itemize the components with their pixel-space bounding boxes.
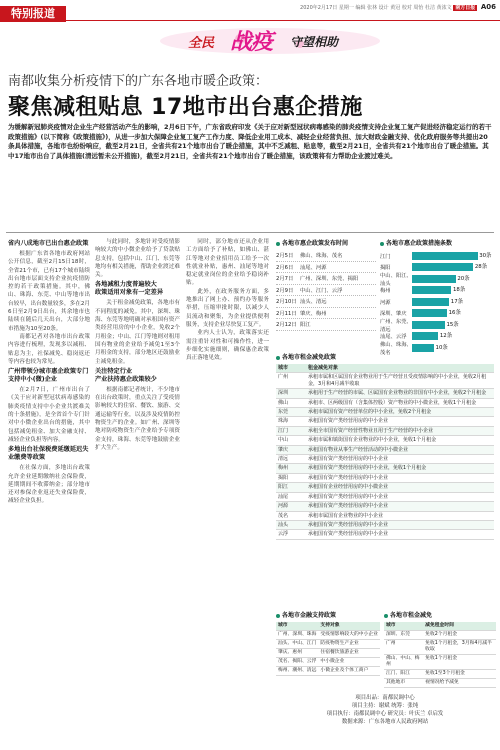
table-row: [276, 436, 494, 445]
paragraph: 业内人士认为，政策落实还需注重针对性和可操作性，进一步细化实施细则，确保惠企政策真正落地见效。: [186, 330, 269, 362]
bar-row: [380, 296, 496, 308]
article-kicker: 南都收集分析疫情下的广东各地市暖企政策：: [8, 74, 269, 89]
table-cell: 茂名、揭阳、云浮: [276, 658, 318, 667]
subhead: 多地出台社保税费延缴延迟失业缴费等政策: [8, 446, 89, 462]
bar: [412, 321, 445, 329]
table-row: [276, 389, 494, 398]
table-cell: 江门、阳江: [384, 670, 423, 679]
release-cities: 中山、江门、云浮: [300, 287, 343, 294]
box-title-text: 各地市租金减免: [390, 612, 433, 619]
bar-value: 30条: [479, 252, 492, 259]
bullet-icon: [276, 242, 280, 246]
table-row: [276, 417, 494, 426]
bar-value: 10条: [435, 344, 448, 351]
release-date: 2月7日: [276, 276, 294, 283]
table-cell: 承租市属国有企业物业的中小企业: [306, 511, 494, 520]
table-cell: 梅州: [276, 464, 306, 473]
table-row: [276, 455, 494, 464]
table-cell: 佛山: [276, 398, 306, 407]
table-row: [384, 670, 496, 679]
table-cell: 汕头、中山、江门: [276, 640, 318, 649]
table-cell: 揭阳: [276, 473, 306, 482]
table-cell: 承租市、区两级国有（含集体控股）资产物业的中小微企业，免收1个月租金: [306, 398, 494, 407]
table-header-cell: 城市: [276, 622, 318, 631]
table-cell: 承租国有资产类经营用房的中小企业: [306, 455, 494, 464]
table-row: [276, 640, 380, 649]
subhead: 广州带领分城市惠企政策专门支持中小(微)企业: [8, 368, 89, 384]
bar-track: [412, 263, 496, 271]
table-cell: 梅州、潮州、清远: [276, 667, 318, 676]
table-cell: 承租国有资产类经营用房的中小企业: [306, 502, 494, 511]
bar: [412, 309, 447, 317]
subhead-line-2: 政策适用对象有一定差异: [95, 289, 164, 297]
bar: [412, 344, 434, 352]
bar-track: [412, 344, 496, 352]
subhead-line-1: 关注特定行业: [95, 367, 133, 375]
table-row: [276, 373, 494, 389]
table-cell: 承租国有资产类经营用房的中小企业: [306, 417, 494, 426]
bar-label: 中山、阳江、汕头: [380, 272, 412, 287]
bar-row: [380, 285, 496, 297]
banner-main-text: 战疫: [230, 30, 273, 55]
table-row: [276, 649, 380, 658]
paragraph: 根据广东省各地市政府网站公开信息，截至2月15日18时，全省21个市，已有17个城市陆续出台地市层面支持企业抗疫情防控的若干政策措施。其中，佛山、珠海、东莞、中山等地市出台较早，出台数量较多，多在2月6日至2月9日出台，其余地市也陆续在随后几天出台，大部分地市措施为10至20条。: [8, 251, 90, 332]
headline-divider: [6, 232, 494, 233]
release-cities: 肇庆、梅州: [300, 310, 327, 317]
bar-value: 17条: [450, 298, 464, 305]
table-row: [276, 511, 494, 520]
box-title-text: 各地市金融支持政策: [282, 612, 337, 619]
bar-value: 15条: [446, 321, 459, 328]
table-cell: 清远: [276, 455, 306, 464]
table-cell: 承租国有资产类经营用房的中小企业: [306, 473, 494, 482]
table-header-cell: 城市: [276, 364, 306, 373]
table-row: [384, 679, 496, 688]
paragraph: 此外，在政务服务方面，多地推出了网上办、预约办等服务举措，压缩审批时限，以减少人员流动和聚集，为企业提供便利服务，支持企业尽快复工复产。: [186, 288, 269, 328]
box-title: [384, 610, 496, 619]
table-header-row: [384, 622, 496, 631]
edition-badge: 南方日报: [455, 5, 476, 11]
bar: [412, 252, 478, 260]
subhead-line-1: 各地减租力度普遍较大: [95, 281, 157, 289]
rent-period-box: [384, 610, 496, 688]
table-cell: 广州: [384, 640, 423, 655]
bullet-icon: [384, 614, 388, 618]
rent-reduction-box: [276, 352, 494, 540]
page-number: A06: [480, 3, 496, 11]
editors-text: 编辑 张林 设计 黄冠 校对 周怡 杜洁 黄浓文: [355, 5, 452, 11]
table-row: [276, 445, 494, 454]
release-date: 2月5日: [276, 253, 294, 260]
bar-label: 深圳、肇庆: [380, 311, 407, 318]
release-dates-list: [276, 250, 376, 331]
table-cell: 广州: [276, 373, 306, 389]
bar-value: 20条: [457, 275, 470, 282]
table-cell: 承租用于生产经营的市属、区属国有企业物业的非国有中小企业，免收2个月租金: [306, 389, 494, 398]
table-cell: 东莞: [276, 408, 306, 417]
table-cell: 视情况给予减免: [423, 679, 496, 688]
table-cell: 河源: [276, 502, 306, 511]
table-cell: 佛山、中山、梅州: [384, 655, 423, 670]
table-cell: 防疫物资生产企业: [318, 640, 380, 649]
bar: [412, 332, 438, 340]
paragraph: 在社保方面，多地出台政策允许企业延期缴纳社会保险费，延期期间不收滞纳金；部分地市还对参保企业返还失业保险费，减轻企业负担。: [8, 465, 90, 505]
bar: [412, 275, 456, 283]
table-cell: 免收1个月租金: [423, 655, 496, 670]
box-title: [276, 610, 380, 619]
project-credits: [276, 694, 494, 726]
bar-label: 河源: [380, 299, 391, 306]
table-row: [276, 473, 494, 482]
table-cell: 承租国有资产类经营用房的中小企业，免收1个月租金: [306, 464, 494, 473]
release-cities: 汕尾、河源: [300, 264, 327, 271]
release-cities: 广州、深圳、东莞、揭阳: [300, 276, 359, 283]
box-title-text: 各地市惠企政策措施条数: [386, 240, 453, 247]
table-cell: 深圳: [276, 389, 306, 398]
bar: [412, 286, 451, 294]
table-row: [276, 502, 494, 511]
bar: [412, 298, 449, 306]
credit-line: 项目主持：谢斌 统筹：张纯: [351, 703, 419, 709]
release-dates-box: [276, 238, 376, 331]
release-date: 2月6日: [276, 264, 294, 271]
table-header-row: [276, 622, 380, 631]
list-item: [276, 262, 376, 274]
box-title-text: 各地市租金减免政策: [282, 354, 337, 361]
financial-support-box: [276, 610, 380, 676]
bar-label: 佛山、珠海、茂名: [380, 341, 412, 356]
bar-value: 16条: [448, 310, 461, 317]
table-row: [276, 667, 380, 676]
measure-count-chart: [380, 238, 496, 354]
subhead-line-2: 产业扶持惠企政策较少: [95, 375, 157, 383]
list-item: [276, 296, 376, 308]
table-row: [276, 426, 494, 435]
table-cell: 茂名: [276, 511, 306, 520]
release-cities: 阳江: [300, 322, 311, 329]
list-item: [276, 308, 376, 320]
bar-label: 揭阳: [380, 265, 391, 272]
table-header-cell: 租金减免对象: [306, 364, 494, 373]
subhead: 省内八成地市已出台惠企政策: [8, 240, 89, 247]
table-cell: 免收1至3个月租金: [423, 670, 496, 679]
paragraph: 根据南都记者统计，不少地市在出台政策时，重点关注了受疫情影响较大的住宿、餐饮、旅游、交通运输等行业，以及涉及疫情防控物资生产的企业。如广州、深圳等地对防疫物资生产企业给予专项资金支持，珠海、东莞等地鼓励企业扩大生产。: [95, 386, 180, 451]
table-cell: 肇庆、惠州: [276, 649, 318, 658]
table-cell: 中山: [276, 436, 306, 445]
table-cell: 肇庆: [276, 445, 306, 454]
table-cell: 汕尾: [276, 492, 306, 501]
table-row: [276, 492, 494, 501]
table-cell: 珠海: [276, 417, 306, 426]
table-row: [276, 530, 494, 539]
table-cell: 广州、深圳、珠海: [276, 631, 318, 640]
table-cell: 免收1个月租金，3月和4月减半收取: [423, 640, 496, 655]
banner-left-text: 全民: [188, 36, 215, 51]
bar-label: 广州、东莞、清远: [380, 318, 412, 333]
box-title: [380, 238, 496, 247]
table-row: [276, 631, 380, 640]
paragraph: 同时，部分地市还从企业用工方面给予了补贴，如佛山、湛江等地对企业招用员工给予一次性就业补贴，惠州、汕尾等地对稳定就业岗位的企业给予稳岗补贴。: [186, 239, 269, 287]
paragraph: 与此同时，多地针对受疫情影响较大的中小微企业给予了贷款贴息支持，包括中山、江门、东莞等地均有相关措施，帮助企业渡过难关。: [95, 239, 180, 279]
date-text: 2020年2月17日 星期一: [300, 5, 354, 11]
table-cell: 免收2个月租金: [423, 631, 496, 640]
bar-list: [380, 250, 496, 354]
table-cell: 深圳、东莞: [384, 631, 423, 640]
table-header-cell: 支持对象: [318, 622, 380, 631]
release-date: 2月12日: [276, 322, 297, 329]
credit-line: 数据来源：广东各地市人民政府网站: [341, 719, 429, 725]
table-cell: 承租市属国有资产经营单位的中小企业，免收2个月租金: [306, 408, 494, 417]
table-header-cell: 减免租金时间: [423, 622, 496, 631]
table-row: [276, 408, 494, 417]
bar-track: [412, 298, 496, 306]
table-cell: 承租市属和区属国有企业物业用于生产经营且受疫情影响的中小企业，免收2月租金，3月和4月减半收取: [306, 373, 494, 389]
bar-label: 江门: [380, 253, 391, 260]
table-row: [276, 398, 494, 407]
bar-track: [412, 286, 496, 294]
table-row: [276, 520, 494, 529]
table-row: [276, 464, 494, 473]
list-item: [276, 285, 376, 297]
table-cell: 承租国有企业经营用房的中小微企业: [306, 483, 494, 492]
banner-right-text: 守望相助: [290, 35, 339, 49]
campaign-banner: [0, 22, 500, 60]
list-item: [276, 319, 376, 331]
table-cell: 承租国有物业从事生产经营活动的中小微企业: [306, 445, 494, 454]
table-cell: 承租国有资产类经营用房的中小企业: [306, 530, 494, 539]
release-date: 2月9日: [276, 287, 294, 294]
table-cell: 其他地市: [384, 679, 423, 688]
box-title: [276, 238, 376, 247]
bullet-icon: [380, 242, 384, 246]
table-cell: 小微企业及个体工商户: [318, 667, 380, 676]
bar-track: [412, 332, 496, 340]
article-column-1: [8, 238, 90, 506]
bar: [412, 263, 473, 271]
table-row: [384, 640, 496, 655]
table-cell: 承租市属和镇街国有企业物业的中小企业，免收1个月租金: [306, 436, 494, 445]
table-cell: 住宿餐饮旅游企业: [318, 649, 380, 658]
table-cell: 承租国有资产类经营用房的中小企业: [306, 520, 494, 529]
bar-label: 梅州: [380, 288, 391, 295]
article-column-3: [186, 238, 269, 362]
table-row: [276, 483, 494, 492]
rent-reduction-table: [276, 364, 494, 540]
credit-line: 项目出品：南都民调中心: [355, 695, 415, 701]
article-headline: 聚焦减租贴息 17地市出台惠企措施: [8, 95, 363, 120]
bar-row: [380, 319, 496, 331]
financial-support-table: [276, 622, 380, 676]
bar-label: 汕尾、云浮: [380, 334, 407, 341]
paragraph: 关于租金减免政策，各地市有不同程度的减免。其中，深圳、珠海、东莞等地明确对承租国有资产类经营用房的中小企业，免收2个月租金；中山、江门等地则对租用国有物业的企业给予减免1至3个月租金的支持，部分地区还鼓励业主减免租金。: [95, 300, 180, 365]
table-cell: 云浮: [276, 530, 306, 539]
list-item: [276, 273, 376, 285]
table-cell: 江门: [276, 426, 306, 435]
rent-period-table: [384, 622, 496, 688]
bar-value: 28条: [474, 264, 488, 271]
subhead: [95, 368, 180, 384]
table-cell: 阳江: [276, 483, 306, 492]
table-row: [384, 655, 496, 670]
release-date: 2月10日: [276, 299, 297, 306]
section-tag: 特别报道: [0, 6, 66, 22]
article-column-2: [95, 238, 180, 452]
bar-track: [412, 275, 496, 283]
table-row: [276, 658, 380, 667]
subhead: [95, 281, 180, 297]
bullet-icon: [276, 356, 280, 360]
bar-row: [380, 250, 496, 262]
table-cell: 汕头: [276, 520, 306, 529]
bar-track: [412, 309, 496, 317]
release-cities: 佛山、珠海、茂名: [300, 253, 343, 260]
paragraph: 南都记者对各地市出台政策内容进行梳理，发现多以减租、贴息为主，社保减免、稳岗返还等内容也较为常见。: [8, 333, 90, 365]
table-cell: 承租全市国有资产经营性物业且用于生产经营的中小企业: [306, 426, 494, 435]
table-header-cell: 城市: [384, 622, 423, 631]
section-rule: [66, 20, 500, 21]
bar-track: [412, 321, 496, 329]
bar-value: 12条: [439, 333, 453, 340]
paragraph: 在2月7日，广州市出台了《关于应对新型冠状病毒感染的肺炎疫情支持中小企业共渡难关的十条措施》，是全省首个专门针对中小微企业出台的措施，其中包括减免租金、加大金融支持、减轻企业负担等内容。: [8, 387, 90, 443]
list-item: [276, 250, 376, 262]
bullet-icon: [276, 614, 280, 618]
box-title: [276, 352, 494, 361]
article-lead: 为缓解新冠肺炎疫情对企业生产经营活动产生的影响，2月6日下午，广东省政府印发《关于应对新型冠状病毒感染的肺炎疫情支持企业复工复产促进经济稳定运行的若干政策措施》(以下简称《政策措施》)，从进一步加大保障企业复工复产工作力度、降低企业用工成本、减轻企业经营负担、加大财政金融支持、优化政府服务等共提出20条具体措施，各地市也纷纷响应，截至2月21日，全省共有21个地市出台了暖企措施，其中不乏减租、贴息等，截至2月21日，全省共有21个地市出台了暖企措施。其中17地市出台了具体措施(清远暂未公开措施)，截至2月21日，全省共有21个地市出台了暖企措施，该政策将有力帮助企业渡过难关。: [8, 123, 492, 160]
bar-track: [412, 252, 496, 260]
credit-line: 项目执行：南都民调中心 研究员：叶庆兰 卓启发: [326, 711, 444, 717]
table-header-row: [276, 364, 494, 373]
release-cities: 汕头、清远: [300, 299, 327, 306]
table-cell: 承租国有资产类经营用房的中小企业: [306, 492, 494, 501]
bar-value: 18条: [452, 287, 466, 294]
box-title-text: 各地市惠企政策发布时间: [282, 240, 349, 247]
table-cell: 受疫情影响较大的中小企业: [318, 631, 380, 640]
table-cell: 中小微企业: [318, 658, 380, 667]
bar-row: [380, 273, 496, 285]
dateline: [300, 3, 496, 11]
release-date: 2月11日: [276, 310, 297, 317]
table-row: [384, 631, 496, 640]
